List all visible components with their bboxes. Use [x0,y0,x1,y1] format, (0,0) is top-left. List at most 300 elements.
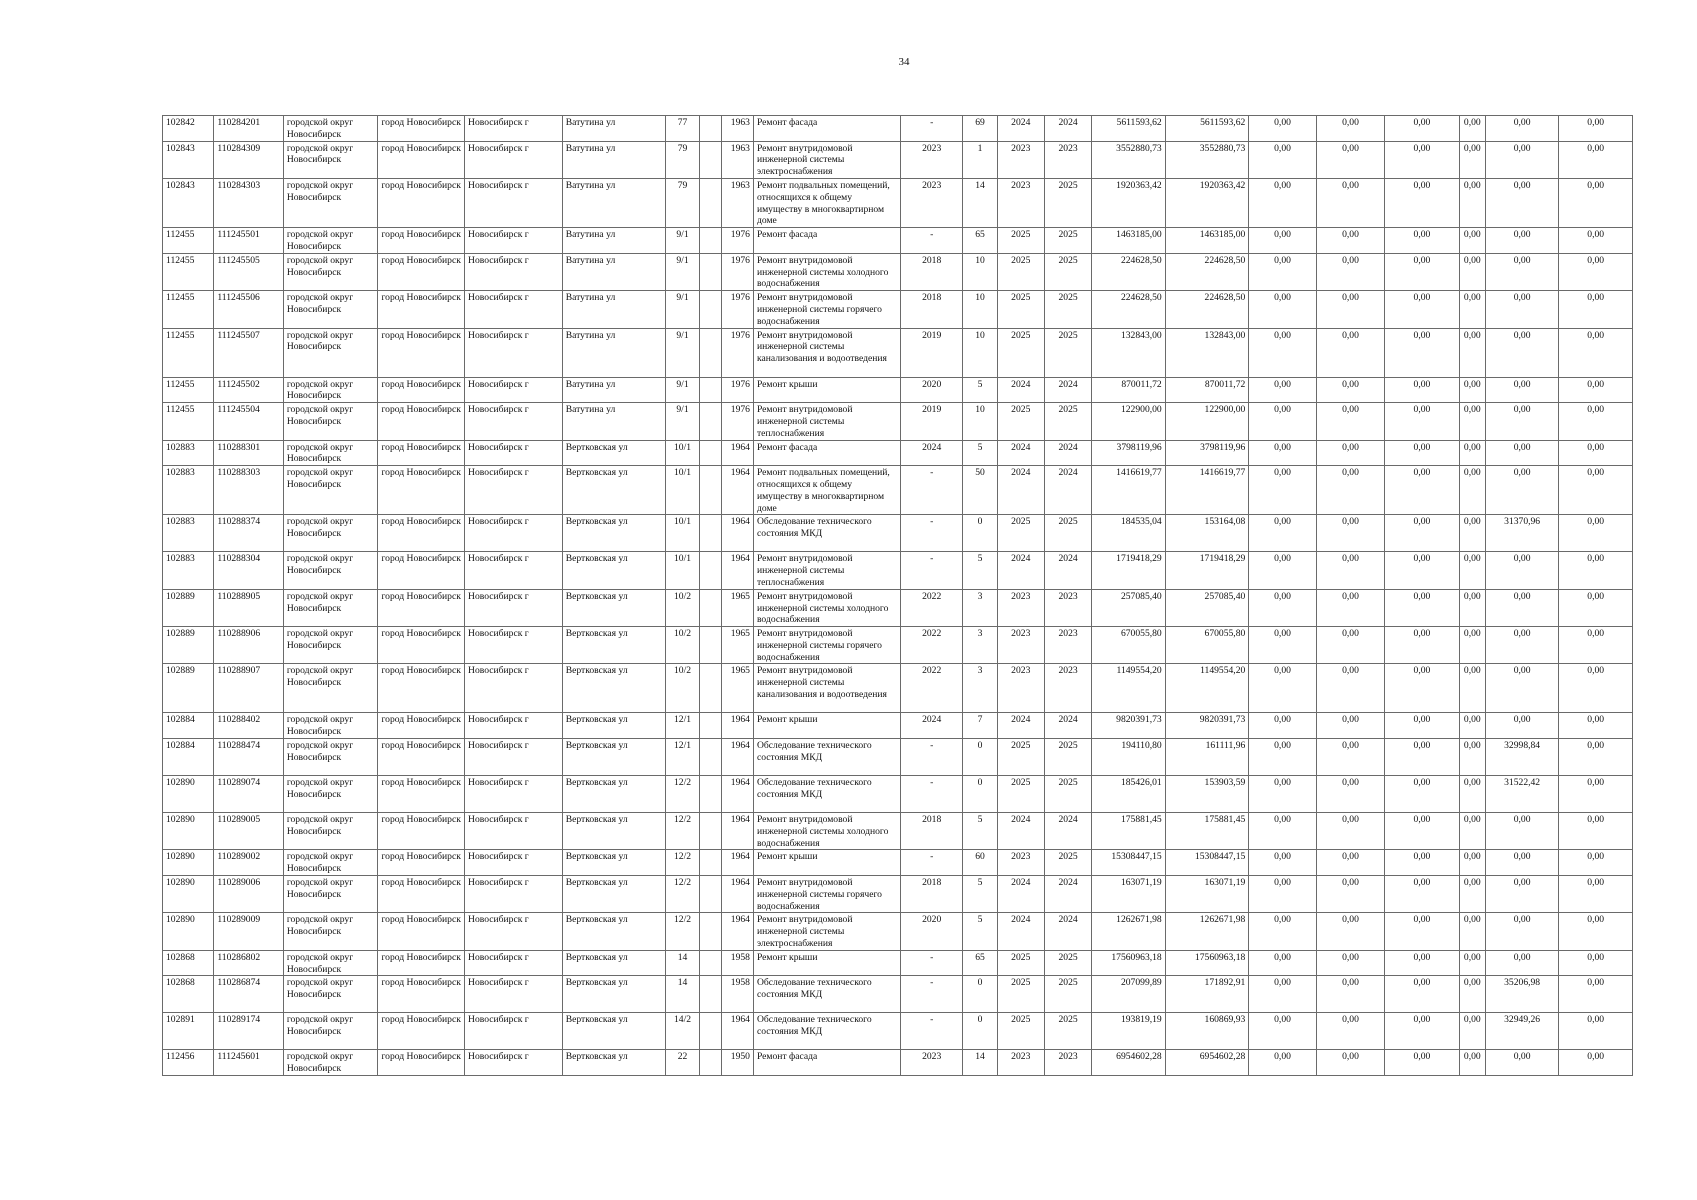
house-id-cell: 102883 [163,466,214,515]
work-code-cell: 110289009 [214,913,283,950]
cost-col-6-cell: 0,00 [1559,178,1633,227]
work-code-cell: 110289074 [214,776,283,813]
settlement-cell: город Новосибирск [378,291,465,328]
cost-col-3-cell: 0,00 [1385,627,1460,664]
cost-col-5-cell: 0,00 [1485,850,1559,876]
plan-end-year-cell: 2024 [1044,876,1091,913]
street-cell: Вертковская ул [562,739,666,776]
cost-col-3-cell: 0,00 [1385,876,1460,913]
cost-col-2-cell: 0,00 [1316,253,1384,290]
city-cell: Новосибирск г [465,664,563,713]
city-cell: Новосибирск г [465,466,563,515]
table-row [163,664,1633,713]
wear-percent-cell: 5 [963,440,997,466]
prev-repair-year-cell: - [900,950,962,976]
plan-end-year-cell: 2023 [1044,141,1091,178]
work-type-cell: Обследование технического состояния МКД [753,1013,900,1050]
street-cell: Вертковская ул [562,713,666,739]
cost-total-cell: 15308447,15 [1092,850,1166,876]
plan-start-year-cell: 2023 [997,178,1044,227]
cost-col-6-cell: 0,00 [1559,950,1633,976]
city-cell: Новосибирск г [465,950,563,976]
cost-col-1-cell: 0,00 [1249,552,1316,589]
cost-fund-cell: 224628,50 [1165,291,1249,328]
street-cell: Вертковская ул [562,976,666,1013]
year-built-cell: 1965 [721,664,753,713]
cost-col-6-cell: 0,00 [1559,466,1633,515]
plan-start-year-cell: 2024 [997,440,1044,466]
plan-end-year-cell: 2025 [1044,850,1091,876]
cost-total-cell: 9820391,73 [1092,713,1166,739]
house-id-cell: 112455 [163,377,214,403]
settlement-cell: город Новосибирск [378,876,465,913]
wear-percent-cell: 0 [963,739,997,776]
cost-col-4-cell: 0,00 [1459,328,1485,377]
cost-col-3-cell: 0,00 [1385,141,1460,178]
cost-col-2-cell: 0,00 [1316,178,1384,227]
settlement-cell: город Новосибирск [378,328,465,377]
cost-col-6-cell: 0,00 [1559,515,1633,552]
building-cell [699,116,721,142]
house-number-cell: 9/1 [666,291,699,328]
cost-col-3-cell: 0,00 [1385,440,1460,466]
cost-total-cell: 1416619,77 [1092,466,1166,515]
work-type-cell: Обследование технического состояния МКД [753,515,900,552]
settlement-cell: город Новосибирск [378,228,465,254]
cost-col-1-cell: 0,00 [1249,813,1316,850]
cost-col-5-cell: 0,00 [1485,116,1559,142]
building-cell [699,813,721,850]
year-built-cell: 1976 [721,291,753,328]
cost-col-5-cell: 0,00 [1485,1050,1559,1076]
work-type-cell: Ремонт внутридомовой инженерной системы горячего водоснабжения [753,876,900,913]
street-cell: Ватутина ул [562,291,666,328]
wear-percent-cell: 14 [963,1050,997,1076]
house-number-cell: 9/1 [666,403,699,440]
wear-percent-cell: 10 [963,291,997,328]
street-cell: Вертковская ул [562,589,666,626]
city-cell: Новосибирск г [465,976,563,1013]
district-cell: городской округ Новосибирск [283,328,378,377]
cost-fund-cell: 153903,59 [1165,776,1249,813]
work-type-cell: Ремонт фасада [753,228,900,254]
cost-col-1-cell: 0,00 [1249,1050,1316,1076]
cost-col-5-cell: 0,00 [1485,291,1559,328]
cost-fund-cell: 15308447,15 [1165,850,1249,876]
wear-percent-cell: 0 [963,1013,997,1050]
district-cell: городской округ Новосибирск [283,291,378,328]
cost-col-4-cell: 0,00 [1459,850,1485,876]
work-code-cell: 110289174 [214,1013,283,1050]
district-cell: городской округ Новосибирск [283,627,378,664]
street-cell: Вертковская ул [562,440,666,466]
work-code-cell: 111245506 [214,291,283,328]
wear-percent-cell: 0 [963,976,997,1013]
work-code-cell: 110288303 [214,466,283,515]
wear-percent-cell: 0 [963,515,997,552]
prev-repair-year-cell: - [900,1013,962,1050]
cost-col-2-cell: 0,00 [1316,876,1384,913]
street-cell: Вертковская ул [562,515,666,552]
cost-col-2-cell: 0,00 [1316,664,1384,713]
work-code-cell: 111245504 [214,403,283,440]
table-row [163,116,1633,142]
cost-total-cell: 1719418,29 [1092,552,1166,589]
prev-repair-year-cell: 2018 [900,291,962,328]
cost-col-2-cell: 0,00 [1316,850,1384,876]
cost-fund-cell: 3552880,73 [1165,141,1249,178]
settlement-cell: город Новосибирск [378,116,465,142]
cost-col-2-cell: 0,00 [1316,552,1384,589]
house-number-cell: 9/1 [666,377,699,403]
cost-col-3-cell: 0,00 [1385,515,1460,552]
cost-col-1-cell: 0,00 [1249,1013,1316,1050]
city-cell: Новосибирск г [465,228,563,254]
cost-total-cell: 175881,45 [1092,813,1166,850]
table-row [163,713,1633,739]
work-code-cell: 110284309 [214,141,283,178]
plan-end-year-cell: 2024 [1044,466,1091,515]
city-cell: Новосибирск г [465,253,563,290]
cost-col-2-cell: 0,00 [1316,776,1384,813]
cost-col-1-cell: 0,00 [1249,950,1316,976]
wear-percent-cell: 0 [963,776,997,813]
cost-fund-cell: 870011,72 [1165,377,1249,403]
cost-col-5-cell: 0,00 [1485,141,1559,178]
cost-col-2-cell: 0,00 [1316,950,1384,976]
house-id-cell: 102868 [163,976,214,1013]
work-type-cell: Ремонт внутридомовой инженерной системы канализования и водоотведения [753,328,900,377]
prev-repair-year-cell: 2018 [900,813,962,850]
prev-repair-year-cell: 2022 [900,664,962,713]
settlement-cell: город Новосибирск [378,552,465,589]
plan-end-year-cell: 2025 [1044,253,1091,290]
cost-col-5-cell: 0,00 [1485,440,1559,466]
cost-col-5-cell: 32998,84 [1485,739,1559,776]
district-cell: городской округ Новосибирск [283,589,378,626]
district-cell: городской округ Новосибирск [283,850,378,876]
work-code-cell: 110288905 [214,589,283,626]
work-code-cell: 110288374 [214,515,283,552]
city-cell: Новосибирск г [465,403,563,440]
settlement-cell: город Новосибирск [378,850,465,876]
cost-fund-cell: 175881,45 [1165,813,1249,850]
city-cell: Новосибирск г [465,589,563,626]
year-built-cell: 1976 [721,328,753,377]
street-cell: Ватутина ул [562,328,666,377]
building-cell [699,876,721,913]
plan-end-year-cell: 2024 [1044,440,1091,466]
wear-percent-cell: 10 [963,403,997,440]
building-cell [699,589,721,626]
work-code-cell: 111245502 [214,377,283,403]
wear-percent-cell: 5 [963,876,997,913]
cost-fund-cell: 3798119,96 [1165,440,1249,466]
year-built-cell: 1950 [721,1050,753,1076]
cost-fund-cell: 1149554,20 [1165,664,1249,713]
building-cell [699,515,721,552]
plan-end-year-cell: 2025 [1044,178,1091,227]
table-row [163,552,1633,589]
work-type-cell: Обследование технического состояния МКД [753,739,900,776]
city-cell: Новосибирск г [465,515,563,552]
street-cell: Вертковская ул [562,664,666,713]
city-cell: Новосибирск г [465,876,563,913]
cost-col-4-cell: 0,00 [1459,876,1485,913]
house-id-cell: 102884 [163,739,214,776]
cost-col-3-cell: 0,00 [1385,328,1460,377]
table-row [163,377,1633,403]
house-number-cell: 10/1 [666,440,699,466]
settlement-cell: город Новосибирск [378,813,465,850]
cost-col-5-cell: 31370,96 [1485,515,1559,552]
house-id-cell: 112455 [163,403,214,440]
year-built-cell: 1964 [721,776,753,813]
table-row [163,876,1633,913]
house-number-cell: 10/1 [666,552,699,589]
cost-col-5-cell: 0,00 [1485,466,1559,515]
cost-total-cell: 224628,50 [1092,253,1166,290]
work-type-cell: Ремонт внутридомовой инженерной системы электроснабжения [753,141,900,178]
cost-total-cell: 6954602,28 [1092,1050,1166,1076]
work-code-cell: 111245505 [214,253,283,290]
cost-total-cell: 132843,00 [1092,328,1166,377]
building-cell [699,377,721,403]
building-cell [699,440,721,466]
settlement-cell: город Новосибирск [378,253,465,290]
plan-start-year-cell: 2025 [997,776,1044,813]
plan-start-year-cell: 2025 [997,403,1044,440]
prev-repair-year-cell: - [900,850,962,876]
cost-col-6-cell: 0,00 [1559,776,1633,813]
cost-col-5-cell: 0,00 [1485,253,1559,290]
year-built-cell: 1965 [721,627,753,664]
settlement-cell: город Новосибирск [378,950,465,976]
cost-col-4-cell: 0,00 [1459,403,1485,440]
year-built-cell: 1958 [721,976,753,1013]
house-id-cell: 102889 [163,589,214,626]
cost-fund-cell: 257085,40 [1165,589,1249,626]
cost-col-3-cell: 0,00 [1385,976,1460,1013]
plan-start-year-cell: 2024 [997,552,1044,589]
house-number-cell: 10/2 [666,589,699,626]
street-cell: Ватутина ул [562,253,666,290]
cost-col-2-cell: 0,00 [1316,589,1384,626]
plan-end-year-cell: 2023 [1044,627,1091,664]
street-cell: Вертковская ул [562,466,666,515]
building-cell [699,664,721,713]
settlement-cell: город Новосибирск [378,466,465,515]
cost-total-cell: 1920363,42 [1092,178,1166,227]
cost-col-5-cell: 35206,98 [1485,976,1559,1013]
cost-fund-cell: 1416619,77 [1165,466,1249,515]
cost-col-3-cell: 0,00 [1385,1013,1460,1050]
wear-percent-cell: 1 [963,141,997,178]
cost-col-3-cell: 0,00 [1385,589,1460,626]
cost-col-1-cell: 0,00 [1249,141,1316,178]
cost-col-6-cell: 0,00 [1559,589,1633,626]
work-code-cell: 110288402 [214,713,283,739]
cost-col-1-cell: 0,00 [1249,627,1316,664]
cost-col-4-cell: 0,00 [1459,466,1485,515]
plan-start-year-cell: 2023 [997,664,1044,713]
cost-col-5-cell: 0,00 [1485,552,1559,589]
plan-start-year-cell: 2023 [997,627,1044,664]
cost-col-5-cell: 0,00 [1485,876,1559,913]
cost-col-3-cell: 0,00 [1385,776,1460,813]
cost-col-6-cell: 0,00 [1559,377,1633,403]
city-cell: Новосибирск г [465,739,563,776]
cost-col-4-cell: 0,00 [1459,291,1485,328]
year-built-cell: 1963 [721,116,753,142]
year-built-cell: 1963 [721,141,753,178]
work-type-cell: Ремонт фасада [753,116,900,142]
prev-repair-year-cell: 2022 [900,627,962,664]
year-built-cell: 1964 [721,739,753,776]
work-code-cell: 110289006 [214,876,283,913]
cost-col-1-cell: 0,00 [1249,976,1316,1013]
plan-end-year-cell: 2024 [1044,116,1091,142]
cost-col-5-cell: 0,00 [1485,377,1559,403]
cost-col-5-cell: 0,00 [1485,328,1559,377]
cost-col-6-cell: 0,00 [1559,664,1633,713]
year-built-cell: 1976 [721,403,753,440]
house-id-cell: 102891 [163,1013,214,1050]
house-number-cell: 22 [666,1050,699,1076]
work-code-cell: 111245501 [214,228,283,254]
table-row [163,328,1633,377]
cost-col-6-cell: 0,00 [1559,739,1633,776]
cost-col-1-cell: 0,00 [1249,291,1316,328]
cost-col-5-cell: 0,00 [1485,627,1559,664]
house-id-cell: 102890 [163,850,214,876]
cost-col-4-cell: 0,00 [1459,552,1485,589]
plan-end-year-cell: 2025 [1044,291,1091,328]
work-code-cell: 111245601 [214,1050,283,1076]
cost-col-1-cell: 0,00 [1249,440,1316,466]
year-built-cell: 1965 [721,589,753,626]
district-cell: городской округ Новосибирск [283,253,378,290]
plan-start-year-cell: 2023 [997,589,1044,626]
prev-repair-year-cell: 2023 [900,178,962,227]
cost-total-cell: 17560963,18 [1092,950,1166,976]
year-built-cell: 1964 [721,552,753,589]
cost-col-6-cell: 0,00 [1559,850,1633,876]
cost-fund-cell: 122900,00 [1165,403,1249,440]
cost-total-cell: 184535,04 [1092,515,1166,552]
house-number-cell: 14 [666,976,699,1013]
settlement-cell: город Новосибирск [378,403,465,440]
year-built-cell: 1958 [721,950,753,976]
cost-col-3-cell: 0,00 [1385,850,1460,876]
cost-col-3-cell: 0,00 [1385,178,1460,227]
plan-start-year-cell: 2023 [997,850,1044,876]
wear-percent-cell: 65 [963,228,997,254]
cost-col-3-cell: 0,00 [1385,403,1460,440]
cost-col-5-cell: 0,00 [1485,178,1559,227]
cost-fund-cell: 1262671,98 [1165,913,1249,950]
plan-start-year-cell: 2024 [997,713,1044,739]
house-id-cell: 102842 [163,116,214,142]
cost-col-3-cell: 0,00 [1385,291,1460,328]
prev-repair-year-cell: - [900,776,962,813]
cost-col-2-cell: 0,00 [1316,141,1384,178]
wear-percent-cell: 50 [963,466,997,515]
cost-col-6-cell: 0,00 [1559,913,1633,950]
cost-fund-cell: 171892,91 [1165,976,1249,1013]
building-cell [699,627,721,664]
cost-col-2-cell: 0,00 [1316,1050,1384,1076]
work-code-cell: 110289002 [214,850,283,876]
cost-col-1-cell: 0,00 [1249,116,1316,142]
plan-start-year-cell: 2024 [997,116,1044,142]
table-row [163,141,1633,178]
cost-col-6-cell: 0,00 [1559,552,1633,589]
cost-col-4-cell: 0,00 [1459,813,1485,850]
cost-total-cell: 193819,19 [1092,1013,1166,1050]
cost-col-1-cell: 0,00 [1249,403,1316,440]
plan-end-year-cell: 2024 [1044,913,1091,950]
cost-fund-cell: 17560963,18 [1165,950,1249,976]
plan-start-year-cell: 2023 [997,1050,1044,1076]
district-cell: городской округ Новосибирск [283,1050,378,1076]
work-type-cell: Ремонт внутридомовой инженерной системы холодного водоснабжения [753,253,900,290]
prev-repair-year-cell: - [900,976,962,1013]
cost-total-cell: 870011,72 [1092,377,1166,403]
prev-repair-year-cell: - [900,466,962,515]
plan-start-year-cell: 2025 [997,228,1044,254]
house-id-cell: 102889 [163,664,214,713]
settlement-cell: город Новосибирск [378,141,465,178]
district-cell: городской округ Новосибирск [283,776,378,813]
cost-col-6-cell: 0,00 [1559,876,1633,913]
city-cell: Новосибирск г [465,328,563,377]
cost-total-cell: 1149554,20 [1092,664,1166,713]
table-row [163,178,1633,227]
city-cell: Новосибирск г [465,1013,563,1050]
building-cell [699,291,721,328]
year-built-cell: 1964 [721,440,753,466]
cost-col-1-cell: 0,00 [1249,515,1316,552]
cost-col-4-cell: 0,00 [1459,664,1485,713]
street-cell: Ватутина ул [562,178,666,227]
plan-end-year-cell: 2023 [1044,1050,1091,1076]
cost-col-5-cell: 0,00 [1485,589,1559,626]
street-cell: Вертковская ул [562,876,666,913]
building-cell [699,950,721,976]
cost-col-1-cell: 0,00 [1249,178,1316,227]
prev-repair-year-cell: 2023 [900,1050,962,1076]
year-built-cell: 1976 [721,228,753,254]
cost-col-4-cell: 0,00 [1459,976,1485,1013]
street-cell: Ватутина ул [562,377,666,403]
table-row [163,291,1633,328]
prev-repair-year-cell: 2019 [900,403,962,440]
cost-col-6-cell: 0,00 [1559,141,1633,178]
street-cell: Вертковская ул [562,627,666,664]
settlement-cell: город Новосибирск [378,178,465,227]
work-type-cell: Ремонт крыши [753,950,900,976]
settlement-cell: город Новосибирск [378,1050,465,1076]
cost-col-2-cell: 0,00 [1316,515,1384,552]
plan-start-year-cell: 2024 [997,466,1044,515]
table-row [163,627,1633,664]
year-built-cell: 1964 [721,913,753,950]
city-cell: Новосибирск г [465,178,563,227]
table-row [163,228,1633,254]
cost-col-4-cell: 0,00 [1459,627,1485,664]
house-number-cell: 10/2 [666,664,699,713]
